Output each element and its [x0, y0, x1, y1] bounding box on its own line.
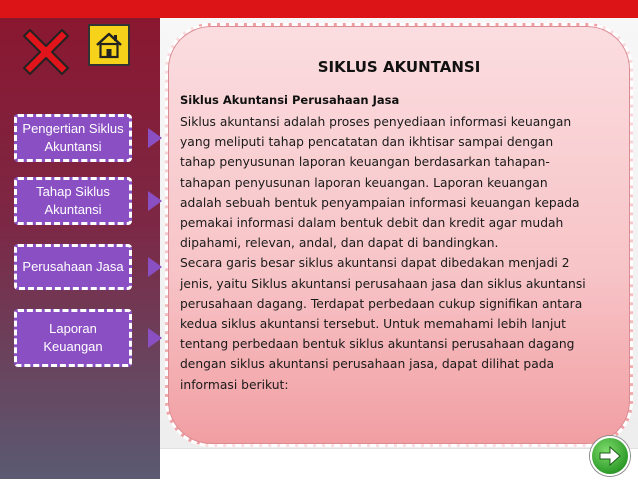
next-arrow-icon[interactable]	[590, 436, 630, 476]
sidebar-item-label: Perusahaan Jasa	[22, 259, 124, 274]
top-band	[0, 0, 638, 18]
sidebar-item-pengertian[interactable]	[14, 114, 132, 162]
body-line: perusahaan dagang. Terdapat perbedaan cukup signifikan antara	[180, 296, 583, 311]
body-line: tahap penyusunan laporan keuangan berdasarkan tahapan-	[180, 155, 550, 170]
body-line: dengan siklus akuntansi perusahaan jasa, dapat dilihat pada	[180, 357, 555, 372]
body-line: adalah sebuah bentuk penyampaian informasi keuangan kepada	[180, 195, 580, 210]
body-line: Secara garis besar siklus akuntansi dapat dibedakan menjadi 2	[180, 256, 570, 271]
close-icon[interactable]	[18, 24, 74, 80]
section-subtitle: Siklus Akuntansi Perusahaan Jasa	[180, 93, 400, 107]
body-line: dipahami, relevan, andal, dan dapat di bandingkan.	[180, 236, 499, 251]
page-title: SIKLUS AKUNTANSI	[317, 58, 481, 76]
body-line: jenis, yaitu Siklus akuntansi perusahaan jasa dan siklus akuntansi	[180, 276, 586, 291]
bottom-strip	[160, 448, 638, 480]
body-line: yang meliputi tahap pencatatan dan ikhtisar sampai dengan	[180, 135, 554, 150]
sidebar-item-tahap[interactable]	[14, 177, 132, 225]
sidebar-item-label: Tahap Siklus Akuntansi	[36, 184, 110, 217]
body-line: kedua siklus akuntansi tersebut. Untuk memahami lebih lanjut	[180, 317, 566, 332]
sidebar-item-perusahaan-jasa[interactable]	[14, 244, 132, 290]
sidebar-arrow-icon	[148, 328, 162, 348]
sidebar-arrow-icon	[148, 128, 162, 148]
body-line: informasi berikut:	[180, 377, 289, 392]
sidebar-item-label: Laporan Keuangan	[43, 321, 103, 354]
sidebar-arrow-icon	[148, 257, 162, 277]
body-text	[180, 112, 612, 395]
body-line: Siklus akuntansi adalah proses penyediaan informasi keuangan	[180, 115, 572, 129]
sidebar-item-label: Pengertian Siklus Akuntansi	[22, 121, 124, 154]
body-line: tahapan penyusunan laporan keuangan. Laporan keuangan	[180, 175, 548, 190]
body-line: pemakai informasi dalam bentuk debit dan kredit agar mudah	[180, 216, 564, 231]
sidebar-arrow-icon	[148, 191, 162, 211]
home-icon[interactable]	[88, 24, 130, 66]
sidebar-item-laporan-keuangan[interactable]	[14, 309, 132, 367]
body-line: tentang perbedaan bentuk siklus akuntansi perusahaan dagang	[180, 337, 575, 352]
